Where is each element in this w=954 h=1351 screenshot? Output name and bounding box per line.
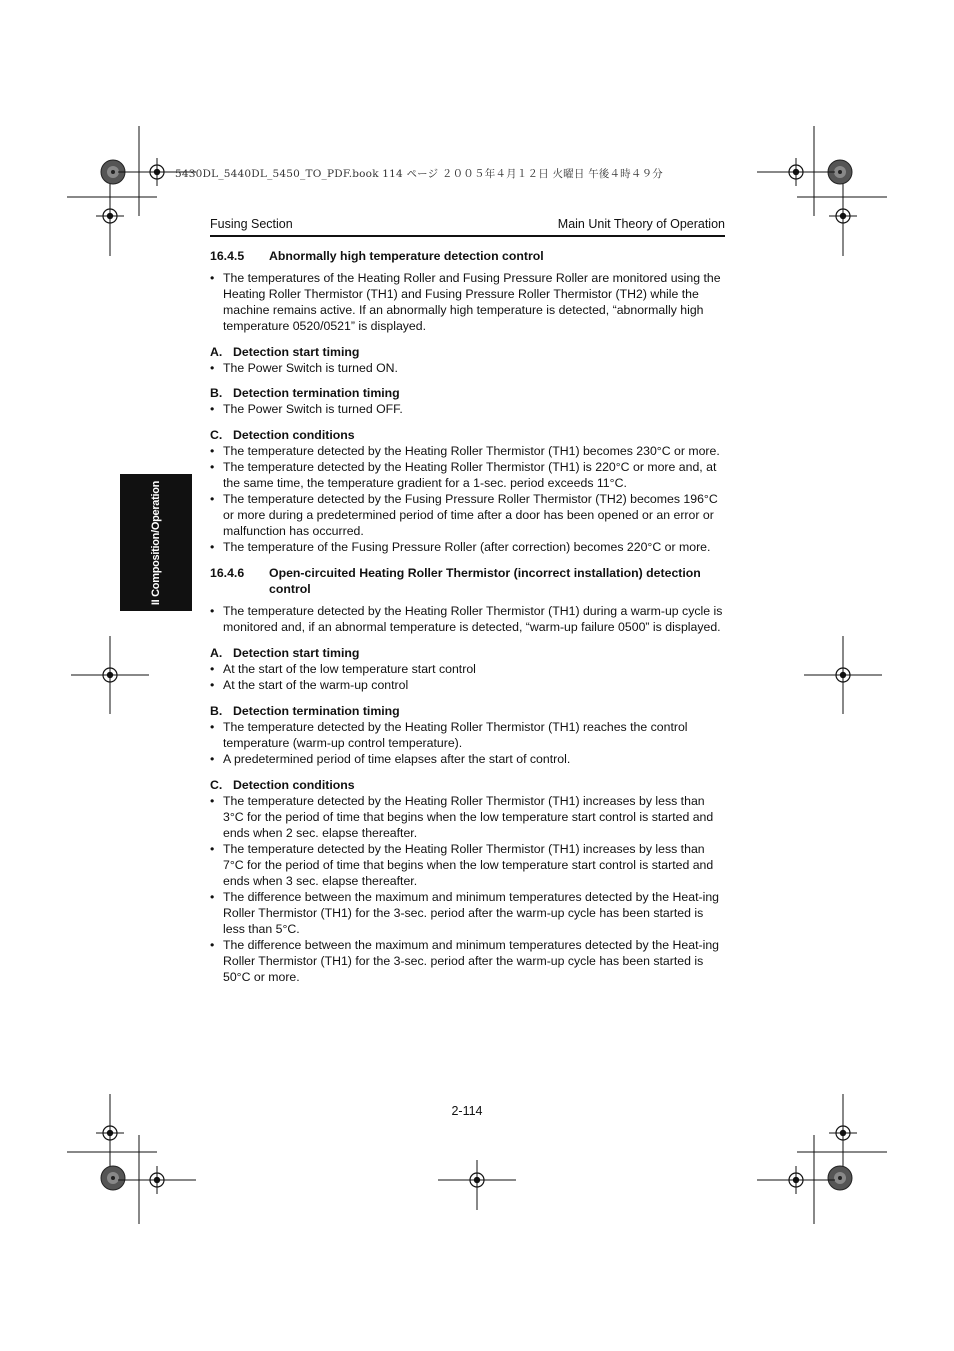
list-item: • The temperature detected by the Heating Roller Thermistor (TH1) reaches the control temperature (warm-up control temperature). [210,719,726,751]
list-item: • The difference between the maximum and minimum temperatures detected by the Heat-ing Roller Thermistor (TH1) for the 3-sec. period after the warm-up cycle has been started is less than 5°C. [210,889,726,937]
page-header [210,217,725,237]
list-item: • The Power Switch is turned ON. [210,360,726,376]
subsection-list [210,401,726,417]
section-number: 16.4.5 [210,249,245,263]
section-intro-list [210,603,726,635]
list-item: • The temperatures of the Heating Roller and Fusing Pressure Roller are monitored using the Heating Roller Thermistor (TH1) and Fusing Pressure Roller Thermistor (TH2) while the machine remains active. If an abnormally high temperature is detected, “abnormally high temperature 0520/0521” is displayed. [210,270,726,334]
subsection-heading: C. Detection conditions [210,428,355,442]
list-item: • The temperature detected by the Heating Roller Thermistor (TH1) is 220°C or more and, at the same time, the temperature gradient for a 1-sec. period exceeds 11°C. [210,459,726,491]
list-item: • The difference between the maximum and minimum temperatures detected by the Heat-ing Roller Thermistor (TH1) for the 3-sec. period after the warm-up cycle has been started is 50°C or more. [210,937,726,985]
section-intro-list [210,270,726,334]
list-item: • The Power Switch is turned OFF. [210,401,726,417]
print-info-line: 5430DL_5440DL_5450_TO_PDF.book 114 ページ ２００５年４月１２日 火曜日 午後４時４９分 [175,168,663,180]
header-chapter-name: Main Unit Theory of Operation [557,217,725,231]
list-item: • The temperature detected by the Heating Roller Thermistor (TH1) becomes 230°C or more. [210,443,726,459]
list-item: • The temperature detected by the Heating Roller Thermistor (TH1) increases by less than 7°C for the period of time that begins when the low temperature start control is started and ends when 3 sec. elapse thereafter. [210,841,726,889]
list-item: • At the start of the warm-up control [210,677,726,693]
subsection-list [210,360,726,376]
subsection-list [210,661,726,693]
subsection-heading: B. Detection termination timing [210,386,400,400]
subsection-list [210,793,726,985]
section-title: Open-circuited Heating Roller Thermistor (incorrect installation) detection control [269,566,701,596]
list-item: • The temperature detected by the Heating Roller Thermistor (TH1) increases by less than 3°C for the period of time that begins when the low temperature start control is started and ends when 2 sec. elapse thereafter. [210,793,726,841]
page-content [210,248,726,985]
subsection-heading: A. Detection start timing [210,646,360,660]
subsection-heading: A. Detection start timing [210,345,360,359]
section-title: Abnormally high temperature detection control [269,249,544,263]
list-item: • The temperature detected by the Heating Roller Thermistor (TH1) during a warm-up cycle is monitored and, if an abnormal temperature is detected, “warm-up failure 0500” is displayed. [210,603,726,635]
section-heading [210,565,726,597]
list-item: • A predetermined period of time elapses after the start of control. [210,751,726,767]
page-number: 2-114 [451,1104,483,1118]
list-item: • The temperature detected by the Fusing Pressure Roller Thermistor (TH2) becomes 196°C or more during a predetermined period of time after a door has been opened or an error or malfunction has occurred. [210,491,726,539]
section-heading [210,248,726,264]
section-number: 16.4.6 [210,566,245,580]
subsection-heading: C. Detection conditions [210,778,355,792]
list-item: • The temperature of the Fusing Pressure Roller (after correction) becomes 220°C or more. [210,539,726,555]
subsection-heading: B. Detection termination timing [210,704,400,718]
list-item: • At the start of the low temperature start control [210,661,726,677]
side-tab-label: II Composition/Operation [150,480,162,605]
subsection-list [210,443,726,555]
header-section-name: Fusing Section [210,217,293,231]
side-chapter-tab [120,474,192,611]
subsection-list [210,719,726,767]
